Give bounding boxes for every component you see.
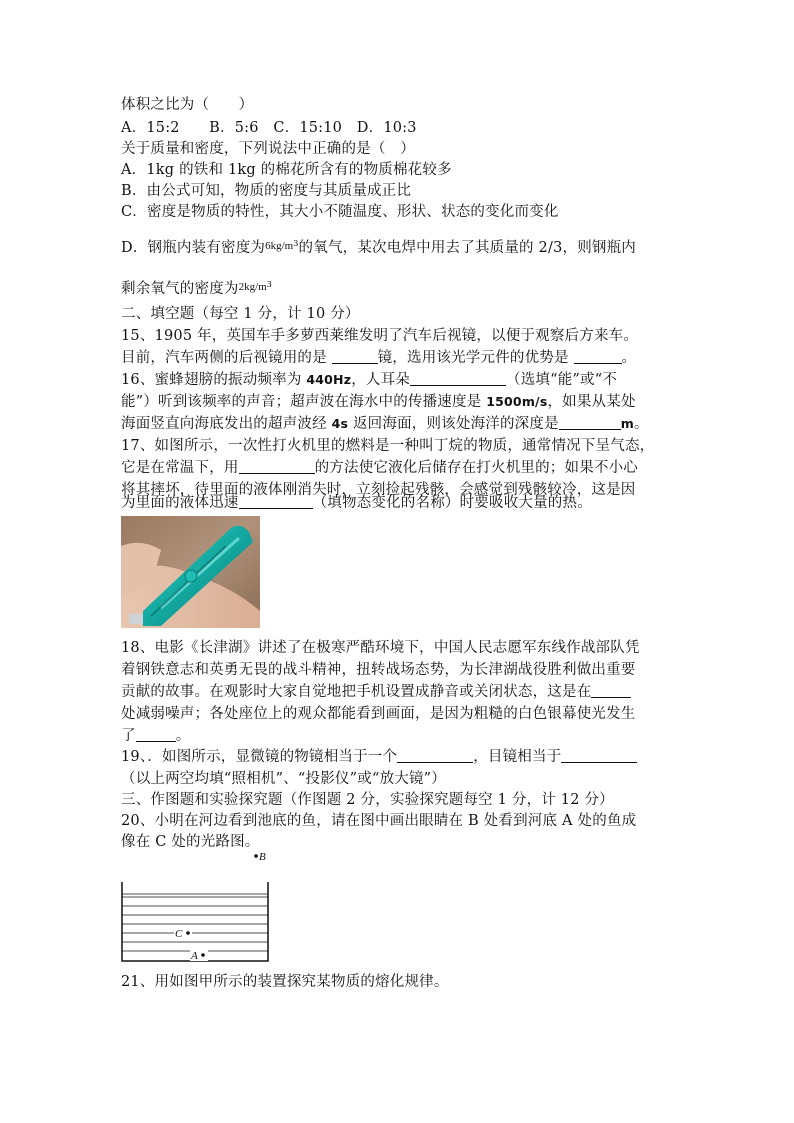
water-lines xyxy=(122,894,268,951)
point-b-dot xyxy=(254,854,258,858)
answer-blank[interactable] xyxy=(239,459,315,474)
q18-line3: 贡献的故事。在观影时大家自觉地把手机设置成静音或关闭状态，这是在 xyxy=(121,682,681,702)
q-density-option-c: C．密度是物质的特性，其大小不随温度、形状、状态的变化而变化 xyxy=(121,204,559,220)
pool-diagram xyxy=(118,846,278,966)
q15-line2: 目前，汽车两侧的后视镜用的是 镜，选用该光学元件的优势是 。 xyxy=(121,350,637,366)
q16-line3: 海面竖直向海底发出的超声波经 4s 返回海面，则该处海洋的深度是 m。 xyxy=(121,416,649,432)
q19-line1: 19、．如图所示，显微镜的物镜相当于一个 ，目镜相当于 xyxy=(121,747,681,767)
answer-blank[interactable] xyxy=(136,727,176,742)
answer-blank[interactable] xyxy=(397,748,473,763)
q-density-option-d: D．钢瓶内装有密度为$^{6kg/m3}$的氧气，某次电焊中用去了其质量的 2/3，则钢瓶内 xyxy=(121,239,636,256)
q18-line1: 18、电影《长津湖》讲述了在极寒严酷环境下，中国人民志愿军东线作战部队凭 xyxy=(121,640,640,656)
q15-line1: 15、1905 年，英国车手多萝西莱维发明了汽车后视镜，以便于观察后方来车。 xyxy=(121,328,639,344)
q-density-option-a: A．1kg 的铁和 1kg 的棉花所含有的物质棉花较多 xyxy=(121,162,452,178)
q17-line2: 它是在常温下，用 的方法使它液化后储存在打火机里的；如果不小心 xyxy=(121,460,639,476)
label-b: B xyxy=(259,851,266,863)
q19-line2: （以上两空均填“照相机”、“投影仪”或“放大镜”） xyxy=(121,771,446,787)
answer-blank[interactable] xyxy=(410,371,506,386)
q16-line2: 能”）听到该频率的声音；超声波在海水中的传播速度是 1500m/s，如果从某处 xyxy=(121,394,636,410)
q17-line3: 将其摔坏，待里面的液体刚消失时，立刻捡起残骸，会感觉到残骸较冷，这是因 xyxy=(121,482,636,498)
section-heading-fill-blank: 二、填空题（每空 1 分，计 10 分） xyxy=(121,306,360,322)
q17-line1: 17、如图所示，一次性打火机里的燃料是一种叫丁烷的物质，通常情况下呈气态， xyxy=(121,438,655,454)
answer-blank[interactable] xyxy=(559,415,621,430)
answer-blank[interactable] xyxy=(332,349,378,364)
q16-line1: 16、蜜蜂翅膀的振动频率为 440Hz，人耳朵 （选填“能”或“不 xyxy=(121,372,618,388)
answer-blank[interactable] xyxy=(574,349,622,364)
label-a: A xyxy=(191,950,198,962)
density-unit: 2kg/m xyxy=(238,281,267,293)
lighter-photo xyxy=(121,516,260,628)
q-volume-ratio-options: A．15:2 B．5:6 C．15:10 D．10:3 xyxy=(121,120,417,136)
label-c: C xyxy=(175,928,183,940)
density-unit: 6kg/m xyxy=(265,240,294,252)
q18-line5: 了 。 xyxy=(121,728,191,744)
answer-blank[interactable] xyxy=(561,748,637,763)
section-heading-experiments: 三、作图题和实验探究题（作图题 2 分，实验探究题每空 1 分，计 12 分） xyxy=(121,792,614,808)
q18-line4: 处减弱噪声；各处座位上的观众都能看到画面，是因为粗糙的白色银幕使光发生 xyxy=(121,706,636,722)
q20-line1: 20、小明在河边看到池底的鱼，请在图中画出眼睛在 B 处看到河底 A 处的鱼成 xyxy=(121,813,637,829)
q-volume-ratio-stem: 体积之比为（ ） xyxy=(121,97,254,113)
q-density-option-d-cont: 剩余氧气的密度为$^{2kg/m3}$ xyxy=(121,280,273,297)
q-density-option-b: B．由公式可知，物质的密度与其质量成正比 xyxy=(121,183,412,199)
q17-line4: 为里面的液体迅速 （填物态变化的名称）时要吸收大量的热。 xyxy=(121,495,592,511)
q18-line2: 着钢铁意志和英勇无畏的战斗精神，扭转战场态势，为长津湖战役胜利做出重要 xyxy=(121,662,636,678)
answer-blank[interactable] xyxy=(591,683,631,698)
point-c-dot xyxy=(186,931,190,935)
q21-line1: 21、用如图甲所示的装置探究某物质的熔化规律。 xyxy=(121,974,449,990)
point-a-dot xyxy=(201,953,205,957)
q-density-stem: 关于质量和密度，下列说法中正确的是（ ） xyxy=(121,141,415,157)
q20-line2: 像在 C 处的光路图。 xyxy=(121,834,260,850)
answer-blank[interactable] xyxy=(239,494,313,509)
